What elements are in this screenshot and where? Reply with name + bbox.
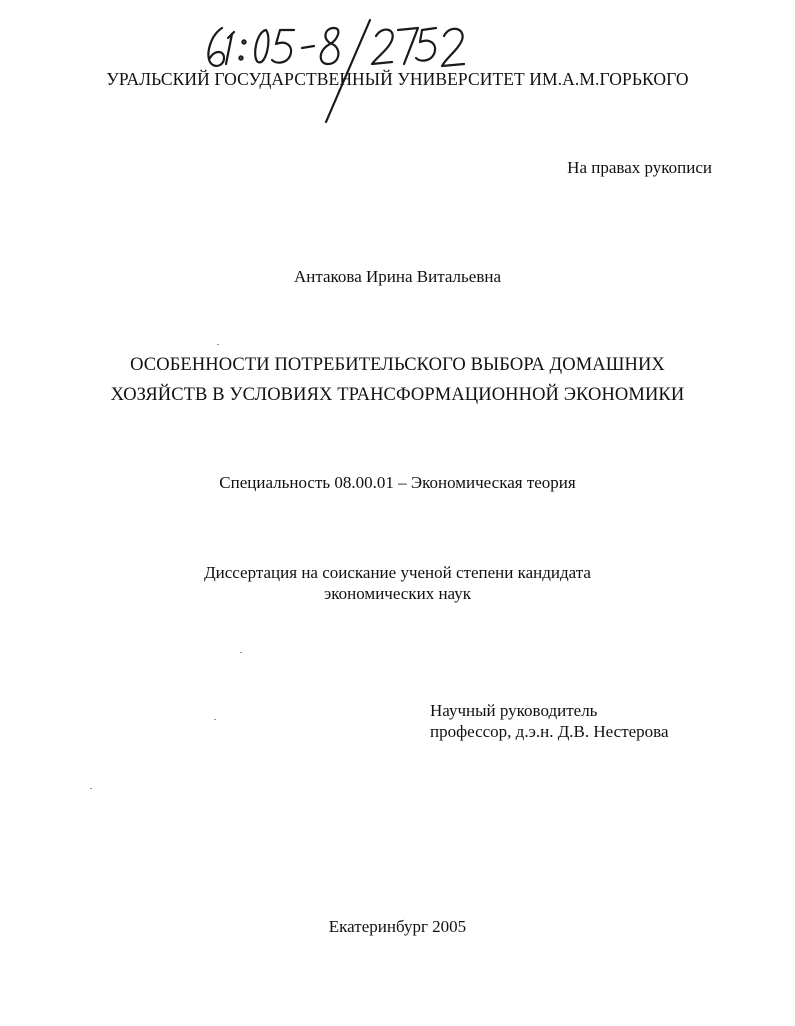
city-year: Екатеринбург 2005 [328,917,467,936]
advisor-label: Научный руководитель [430,701,598,720]
scan-speck [90,788,92,789]
degree-statement-line-2: экономических наук [323,584,472,603]
specialty: Специальность 08.00.01 – Экономическая теория [219,473,576,492]
scan-speck [217,344,219,345]
advisor-name: профессор, д.э.н. Д.В. Нестерова [430,722,669,741]
rights-note: На правах рукописи [567,158,712,177]
degree-statement-line-1: Диссертация на соискание ученой степени кандидата [204,563,591,582]
scan-speck [240,652,242,653]
dissertation-title-line-1: ОСОБЕННОСТИ ПОТРЕБИТЕЛЬСКОГО ВЫБОРА ДОМАШНИХ [130,355,665,375]
university-name: УРАЛЬСКИЙ ГОСУДАРСТВЕННЫЙ УНИВЕРСИТЕТ ИМ.А.М.ГОРЬКОГО [106,69,689,89]
dissertation-title-line-2: ХОЗЯЙСТВ В УСЛОВИЯХ ТРАНСФОРМАЦИОННОЙ ЭКОНОМИКИ [110,385,685,405]
author-name: Антакова Ирина Витальевна [293,267,502,286]
scan-speck [214,719,216,720]
